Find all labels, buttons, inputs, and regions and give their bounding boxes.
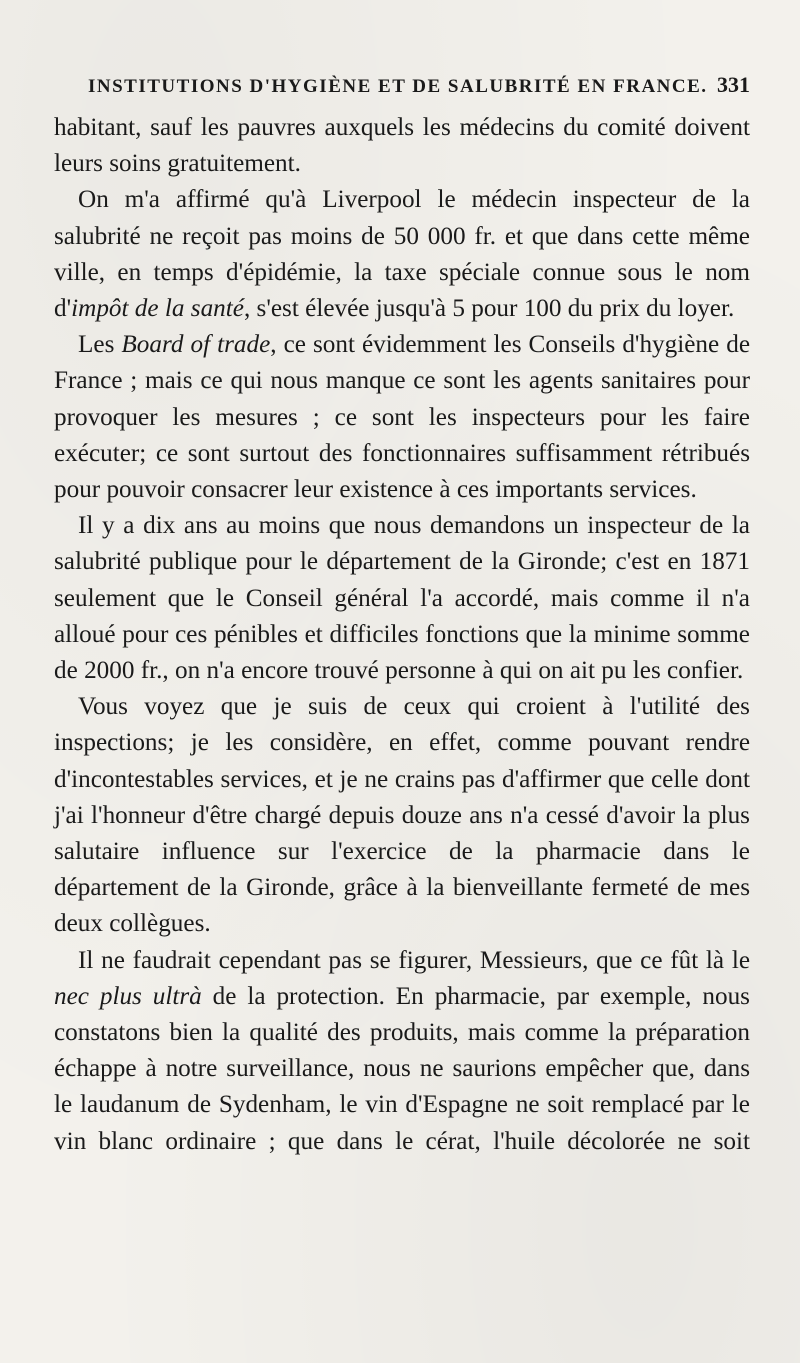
paragraph-text: On m'a affirmé qu'à Liverpool le médecin inspecteur de la salubrité ne reçoit pas moins de 50 000 fr. et que dans cette même ville, en temps d'épidémie, la taxe spéciale connue sous le nom d' — [54, 186, 750, 323]
paragraph-text: , s'est élevée jusqu'à 5 pour 100 du prix du loyer. — [243, 295, 735, 323]
paragraph-text: habitant, sauf les pauvres auxquels les médecins du comité doivent leurs soins gratuitement. — [54, 114, 750, 178]
running-head-title: INSTITUTIONS D'HYGIÈNE ET DE SALUBRITÉ EN FRANCE. — [88, 76, 708, 97]
paragraph-6 — [54, 943, 750, 1160]
page-number: 331 — [717, 72, 750, 97]
paragraph-2 — [54, 182, 750, 327]
running-head — [54, 72, 750, 102]
paragraph-text: , ce sont évidemment les Conseils d'hygiène de France ; mais ce qui nous manque ce sont les agents sanitaires pour provoquer les mesures ; ce sont les inspecteurs pour les faire exécuter; ce sont surtout des fonctionnaires suffisamment rétribués pour pouvoir consacrer leur existence à ces importants services. — [54, 331, 750, 504]
paragraph-5 — [54, 689, 750, 942]
paragraph-text: Les — [78, 331, 122, 359]
paragraph-4 — [54, 508, 750, 689]
paragraph-3 — [54, 327, 750, 508]
paragraph-text: Il y a dix ans au moins que nous demandons un inspecteur de la salubrité publique pour le département de la Gironde; c'est en 1871 seulement que le Conseil général l'a accordé, mais comme il n'a alloué pour ces pénibles et difficiles fonctions que la minime somme de 2000 fr., on n'a encore trouvé personne à qui on ait pu les confier. — [54, 512, 750, 685]
italic-phrase: nec plus ultrà — [54, 982, 202, 1010]
paragraph-text: de la protection. En pharmacie, par exemple, nous constatons bien la qualité des produits, mais comme la préparation échappe à notre surveillance, nous ne saurions empêcher que, dans le laudanum de Sydenham, le vin d'Espagne ne soit remplacé par le vin blanc ordinaire ; que dans le cérat, l'huile décolorée ne soit — [54, 982, 750, 1155]
italic-phrase: impôt de la santé — [71, 295, 244, 323]
paragraph-text: Vous voyez que je suis de ceux qui croient à l'utilité des inspections; je les considère, en effet, comme pouvant rendre d'incontestables services, et je ne crains pas d'affirmer que celle dont j'ai l'honneur d'être chargé depuis douze ans n'a cessé d'avoir la plus salutaire influence sur l'exercice de la pharmacie dans le département de la Gironde, grâce à la bienveillante fermeté de mes deux collègues. — [54, 693, 750, 938]
italic-phrase: Board of trade — [121, 331, 271, 359]
paragraph-text: Il ne faudrait cependant pas se figurer, Messieurs, que ce fût là le — [78, 946, 750, 974]
body-text — [54, 110, 750, 1160]
paragraph-1 — [54, 110, 750, 182]
